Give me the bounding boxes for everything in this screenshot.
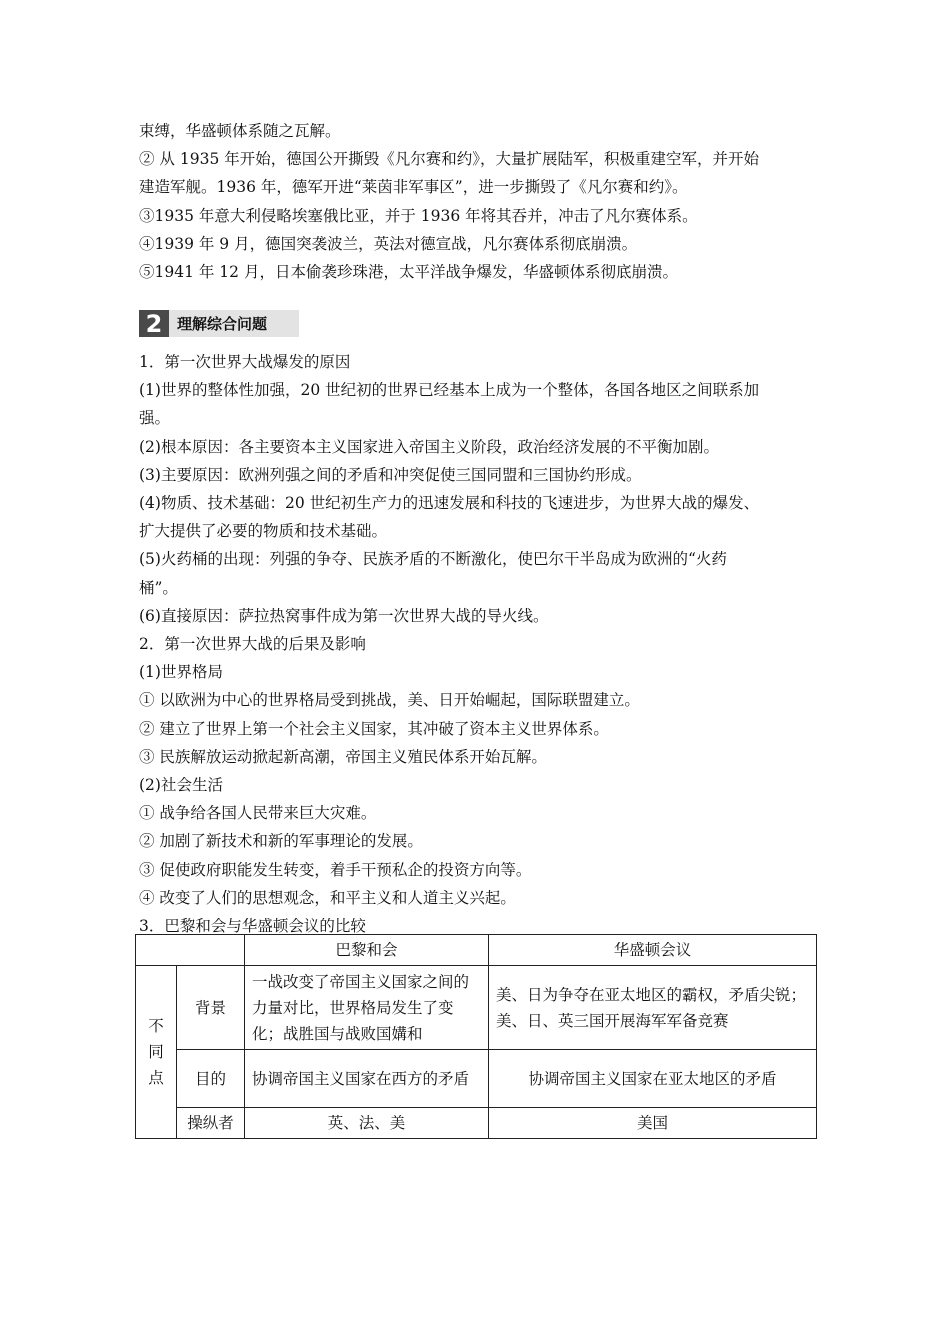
text-line: (1)世界格局: [139, 663, 223, 682]
text-line: (4)物质、技术基础：20 世纪初生产力的迅速发展和科技的飞速进步，为世界大战的爆发、: [139, 494, 760, 513]
section-number: 2: [139, 310, 169, 337]
text-line: 桶”。: [139, 578, 178, 597]
text-line: ⑤1941 年 12 月，日本偷袭珍珠港，太平洋战争爆发，华盛顿体系彻底崩溃。: [139, 263, 678, 282]
section-title: 理解综合问题: [169, 310, 299, 337]
table-cell: 协调帝国主义国家在亚太地区的矛盾: [489, 1050, 817, 1108]
text-line: (2)社会生活: [139, 776, 223, 795]
text-line: 扩大提供了必要的物质和技术基础。: [139, 522, 388, 541]
text-line: ② 从 1935 年开始，德国公开撕毁《凡尔赛和约》，大量扩展陆军，积极重建空军，并开始: [139, 150, 759, 169]
text-line: 强。: [139, 409, 171, 428]
text-line: 2．第一次世界大战的后果及影响: [139, 635, 366, 654]
table-header-cell: 巴黎和会: [245, 935, 489, 966]
group-label-char: 同: [148, 1043, 164, 1061]
top-paragraphs: [139, 117, 819, 286]
text-line: 3．巴黎和会与华盛顿会议的比较: [139, 917, 366, 936]
text-line: ④1939 年 9 月，德国突袭波兰，英法对德宣战，凡尔赛体系彻底崩溃。: [139, 234, 638, 253]
row-label-cell: 目的: [177, 1050, 245, 1108]
table-header-cell: [136, 935, 245, 966]
text-line: ① 战争给各国人民带来巨大灾难。: [139, 804, 377, 823]
table-row: [136, 966, 817, 1050]
text-line: ① 以欧洲为中心的世界格局受到挑战，美、日开始崛起，国际联盟建立。: [139, 691, 640, 710]
table-cell: 一战改变了帝国主义国家之间的力量对比，世界格局发生了变化；战胜国与战败国媾和: [245, 966, 489, 1050]
section-header: [139, 310, 299, 337]
text-line: (1)世界的整体性加强，20 世纪初的世界已经基本上成为一个整体，各国各地区之间联系加: [139, 381, 760, 400]
table-header-cell: 华盛顿会议: [489, 935, 817, 966]
table-cell: 英、法、美: [245, 1108, 489, 1139]
text-line: (5)火药桶的出现：列强的争夺、民族矛盾的不断激化，使巴尔干半岛成为欧洲的“火药: [139, 550, 727, 569]
text-line: ④ 改变了人们的思想观念，和平主义和人道主义兴起。: [139, 888, 516, 907]
table-cell: 美国: [489, 1108, 817, 1139]
table-row: [136, 1108, 817, 1139]
table-header-row: [136, 935, 817, 966]
text-line: (3)主要原因：欧洲列强之间的矛盾和冲突促使三国同盟和三国协约形成。: [139, 465, 642, 484]
group-label-cell: [136, 966, 177, 1139]
text-line: ③ 促使政府职能发生转变，着手干预私企的投资方向等。: [139, 860, 532, 879]
text-line: ③1935 年意大利侵略埃塞俄比亚，并于 1936 年将其吞并，冲击了凡尔赛体系。: [139, 206, 698, 225]
text-line: 建造军舰。1936 年，德军开进“莱茵非军事区”，进一步撕毁了《凡尔赛和约》。: [139, 178, 688, 197]
group-label-char: 点: [148, 1069, 164, 1087]
table-row: [136, 1050, 817, 1108]
text-line: 1．第一次世界大战爆发的原因: [139, 353, 351, 371]
text-line: 束缚，华盛顿体系随之瓦解。: [139, 122, 341, 140]
group-label-char: 不: [148, 1017, 164, 1035]
row-label-cell: 背景: [177, 966, 245, 1050]
table-cell: 协调帝国主义国家在西方的矛盾: [245, 1050, 489, 1108]
comparison-table: [135, 934, 817, 1139]
table-cell: 美、日为争夺在亚太地区的霸权，矛盾尖锐；美、日、英三国开展海军军备竞赛: [489, 966, 817, 1050]
text-line: ② 加剧了新技术和新的军事理论的发展。: [139, 832, 423, 851]
text-line: (2)根本原因：各主要资本主义国家进入帝国主义阶段，政治经济发展的不平衡加剧。: [139, 437, 719, 456]
text-line: ② 建立了世界上第一个社会主义国家，其冲破了资本主义世界体系。: [139, 719, 609, 738]
main-paragraphs: [139, 348, 819, 940]
text-line: (6)直接原因：萨拉热窝事件成为第一次世界大战的导火线。: [139, 606, 549, 625]
text-line: ③ 民族解放运动掀起新高潮，帝国主义殖民体系开始瓦解。: [139, 747, 547, 766]
row-label-cell: 操纵者: [177, 1108, 245, 1139]
